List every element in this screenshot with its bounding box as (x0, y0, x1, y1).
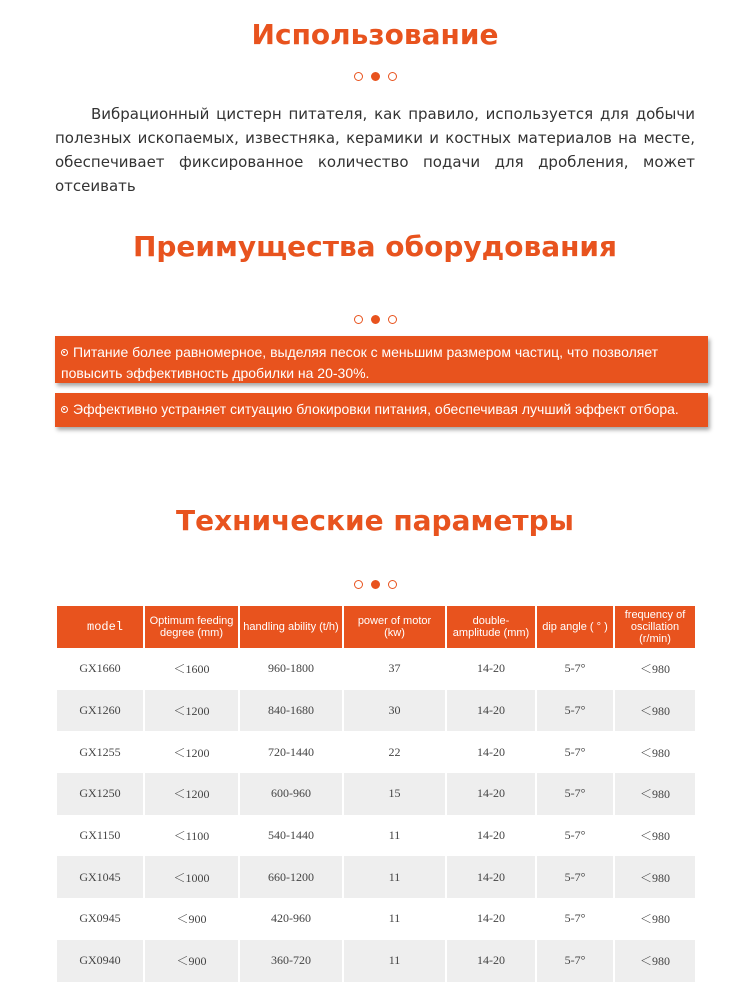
table-cell: 11 (344, 940, 445, 982)
table-cell: 540-1440 (240, 815, 342, 857)
table-cell: ＜1600 (145, 648, 238, 690)
divider-dot-icon (371, 72, 380, 81)
table-cell: ＜980 (615, 815, 695, 857)
bullet-icon (61, 349, 68, 356)
table-cell: 360-720 (240, 940, 342, 982)
table-cell: 840-1680 (240, 690, 342, 732)
table-cell: ＜1200 (145, 773, 238, 815)
advantage-card (55, 336, 708, 383)
column-header: power of motor (kw) (344, 606, 445, 648)
advantages-title: Преимущества оборудования (132, 230, 618, 263)
table-cell: ＜900 (145, 940, 238, 982)
table-cell: ＜980 (615, 773, 695, 815)
divider-dot-icon (354, 580, 363, 589)
table-row (57, 773, 695, 815)
table-cell: 14-20 (447, 856, 535, 898)
column-header: handling ability (t/h) (240, 606, 342, 648)
advantage-text: Питание более равномерное, выделяя песок с меньшим размером частиц, что позволяет повысить эффективность дробилки на 20-30%. (61, 344, 659, 381)
table-cell: 5-7° (537, 690, 613, 732)
column-header: Optimum feeding degree (mm) (145, 606, 238, 648)
column-header: dip angle ( ° ) (537, 606, 613, 648)
table-cell: 15 (344, 773, 445, 815)
table-cell: GX1260 (57, 690, 143, 732)
table-cell: ＜900 (145, 898, 238, 940)
table-cell: 5-7° (537, 856, 613, 898)
table-cell: ＜980 (615, 856, 695, 898)
table-cell: 14-20 (447, 731, 535, 773)
table-cell: ＜980 (615, 690, 695, 732)
column-header: model (57, 606, 143, 648)
table-cell: 11 (344, 856, 445, 898)
advantages-divider-dots (0, 315, 750, 327)
specs-table (55, 606, 697, 982)
table-cell: 30 (344, 690, 445, 732)
table-row (57, 815, 695, 857)
table-cell: GX1045 (57, 856, 143, 898)
table-cell: ＜1000 (145, 856, 238, 898)
specs-divider-dots (0, 580, 750, 592)
table-cell: ＜1100 (145, 815, 238, 857)
table-cell: GX1660 (57, 648, 143, 690)
table-cell: 720-1440 (240, 731, 342, 773)
table-cell: 5-7° (537, 898, 613, 940)
usage-divider-dots (0, 72, 750, 84)
table-cell: 660-1200 (240, 856, 342, 898)
table-cell: 5-7° (537, 815, 613, 857)
table-row (57, 856, 695, 898)
table-cell: 14-20 (447, 773, 535, 815)
table-cell: ＜980 (615, 898, 695, 940)
advantage-card (55, 393, 708, 427)
table-cell: 5-7° (537, 940, 613, 982)
divider-dot-icon (371, 315, 380, 324)
table-cell: 11 (344, 815, 445, 857)
table-cell: 14-20 (447, 648, 535, 690)
table-cell: 14-20 (447, 940, 535, 982)
table-header-row (57, 606, 695, 648)
table-cell: 5-7° (537, 648, 613, 690)
table-cell: ＜980 (615, 940, 695, 982)
table-cell: GX1250 (57, 773, 143, 815)
table-cell: GX0940 (57, 940, 143, 982)
divider-dot-icon (388, 580, 397, 589)
table-row (57, 898, 695, 940)
advantage-text: Эффективно устраняет ситуацию блокировки питания, обеспечивая лучший эффект отбора. (73, 401, 679, 417)
table-cell: GX1150 (57, 815, 143, 857)
table-row (57, 648, 695, 690)
usage-title: Использование (251, 18, 499, 51)
specs-title: Технические параметры (176, 504, 574, 537)
divider-dot-icon (371, 580, 380, 589)
divider-dot-icon (354, 315, 363, 324)
table-cell: 11 (344, 898, 445, 940)
table-cell: ＜1200 (145, 731, 238, 773)
table-row (57, 731, 695, 773)
table-cell: 600-960 (240, 773, 342, 815)
table-cell: ＜980 (615, 648, 695, 690)
table-cell: 14-20 (447, 898, 535, 940)
table-row (57, 940, 695, 982)
table-cell: 420-960 (240, 898, 342, 940)
column-header: double-amplitude (mm) (447, 606, 535, 648)
table-cell: 5-7° (537, 731, 613, 773)
bullet-icon (61, 406, 68, 413)
table-cell: 14-20 (447, 690, 535, 732)
table-cell: 37 (344, 648, 445, 690)
table-cell: ＜980 (615, 731, 695, 773)
divider-dot-icon (354, 72, 363, 81)
table-row (57, 690, 695, 732)
divider-dot-icon (388, 315, 397, 324)
table-cell: 22 (344, 731, 445, 773)
table-cell: GX0945 (57, 898, 143, 940)
table-cell: GX1255 (57, 731, 143, 773)
table-cell: 14-20 (447, 815, 535, 857)
table-cell: 960-1800 (240, 648, 342, 690)
table-cell: 5-7° (537, 773, 613, 815)
table-cell: ＜1200 (145, 690, 238, 732)
usage-text: Вибрационный цистерн питателя, как правило, используется для добычи полезных ископаемых, известняка, керамики и костных материалов на месте, обеспечивает фиксированное количество подачи для дробления, может отсеивать (55, 105, 695, 195)
divider-dot-icon (388, 72, 397, 81)
column-header: frequency of oscillation (r/min) (615, 606, 695, 648)
